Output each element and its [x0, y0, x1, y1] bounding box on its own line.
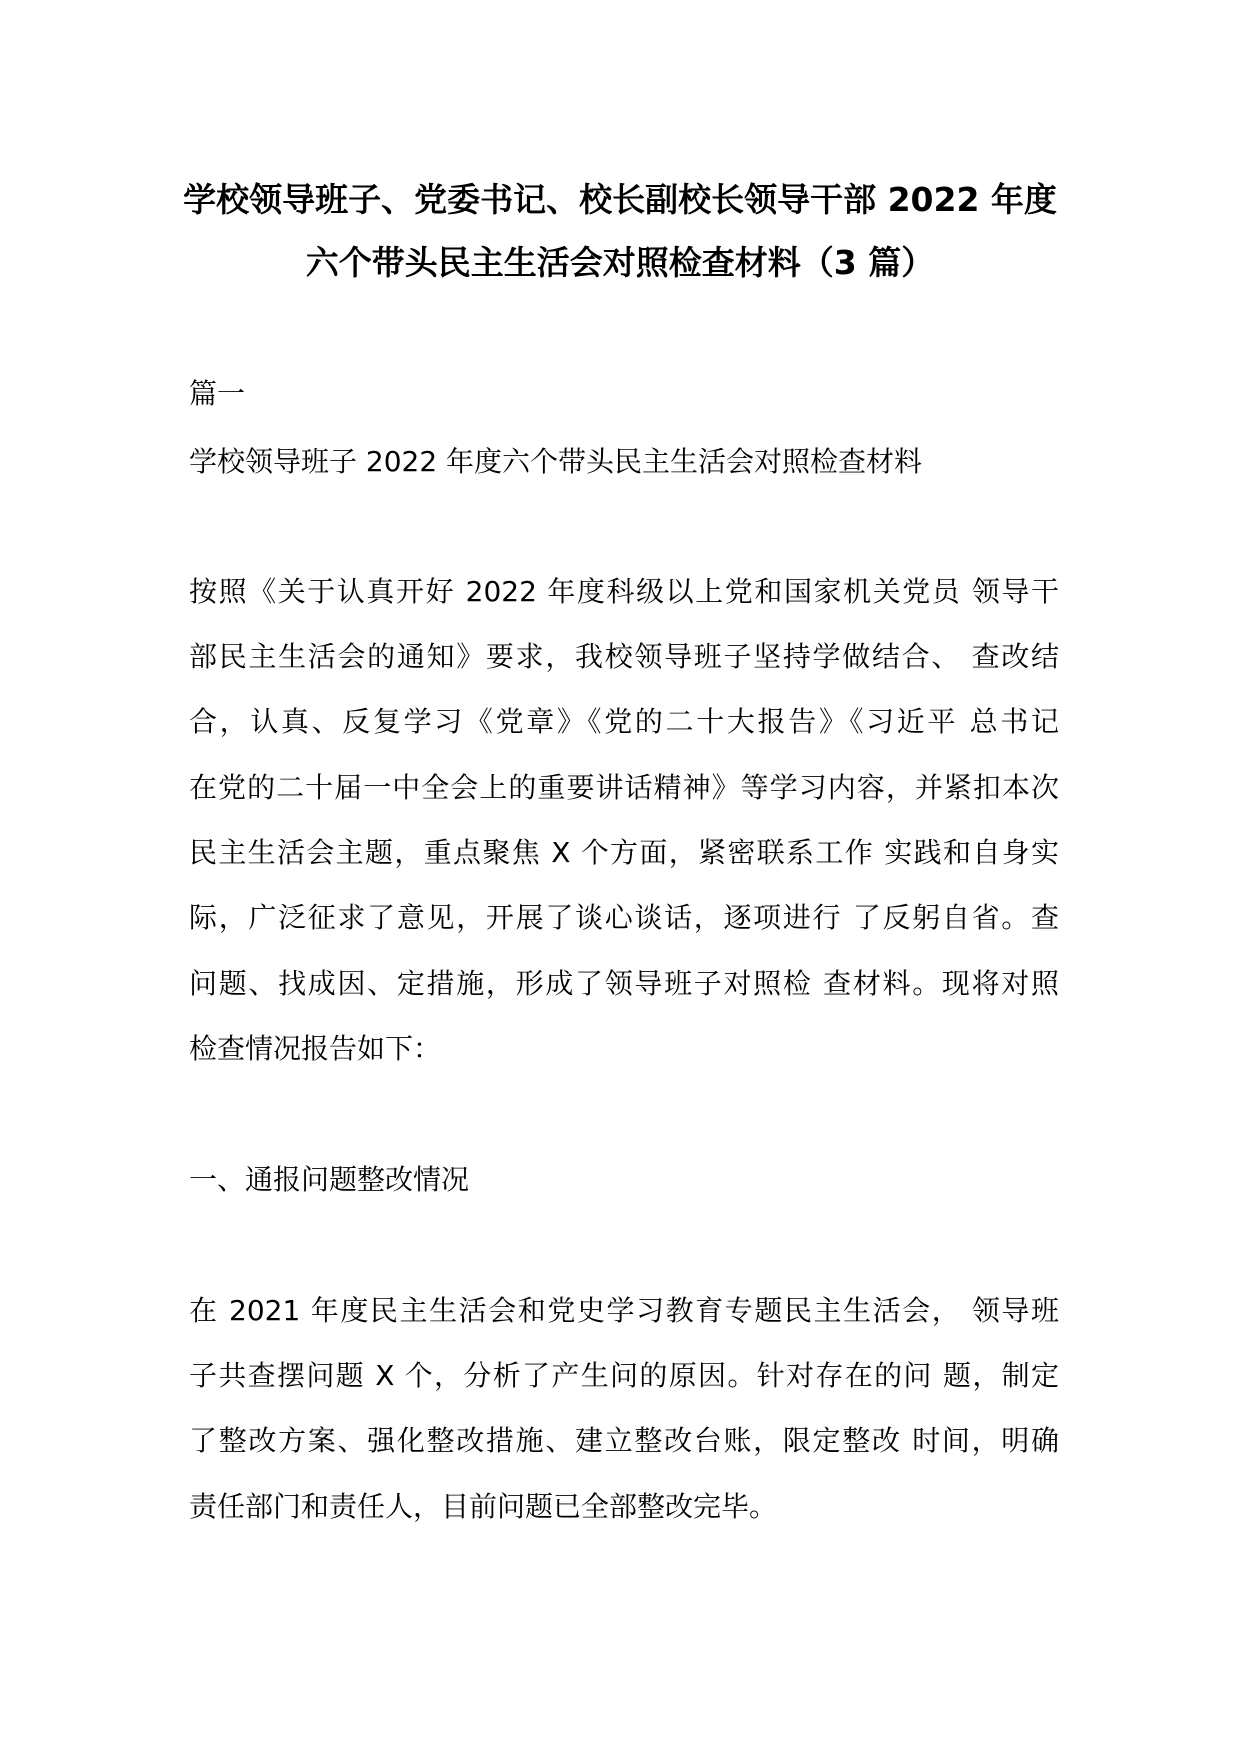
document-title-line-2: 六个带头民主生活会对照检查材料（3 篇） — [305, 243, 935, 282]
subtitle: 学校领导班子 2022 年度六个带头民主生活会对照检查材料 — [189, 445, 923, 478]
document-title-line-1: 学校领导班子、党委书记、校长副校长领导干部 2022 年度 — [183, 180, 1057, 219]
paragraph-1-line: 民主生活会主题，重点聚焦 X 个方面，紧密联系工作 实践和自身实 — [189, 836, 1059, 869]
paragraph-1-line: 际，广泛征求了意见，开展了谈心谈话，逐项进行 了反躬自省。查 — [189, 901, 1059, 934]
paragraph-2-line: 子共查摆问题 X 个，分析了产生问的原因。针对存在的问 题，制定 — [189, 1359, 1059, 1392]
paragraph-1-line: 检查情况报告如下： — [189, 1032, 442, 1065]
section-1-heading: 一、通报问题整改情况 — [189, 1163, 470, 1196]
paragraph-1-line: 合，认真、反复学习《党章》《党的二十大报告》《习近平 总书记 — [189, 705, 1059, 738]
paragraph-2-line: 责任部门和责任人，目前问题已全部整改完毕。 — [189, 1490, 778, 1523]
paragraph-1-line: 按照《关于认真开好 2022 年度科级以上党和国家机关党员 领导干 — [189, 575, 1059, 608]
part-label: 篇一 — [189, 377, 246, 410]
paragraph-1-line: 部民主生活会的通知》要求，我校领导班子坚持学做结合、 查改结 — [189, 640, 1059, 673]
paragraph-1-line: 问题、找成因、定措施，形成了领导班子对照检 查材料。现将对照 — [189, 967, 1059, 1000]
paragraph-2-line: 了整改方案、强化整改措施、建立整改台账，限定整改 时间，明确 — [189, 1424, 1059, 1457]
paragraph-1-line: 在党的二十届一中全会上的重要讲话精神》等学习内容，并紧扣本次 — [189, 771, 1059, 804]
paragraph-2-line: 在 2021 年度民主生活会和党史学习教育专题民主生活会， 领导班 — [189, 1294, 1059, 1327]
